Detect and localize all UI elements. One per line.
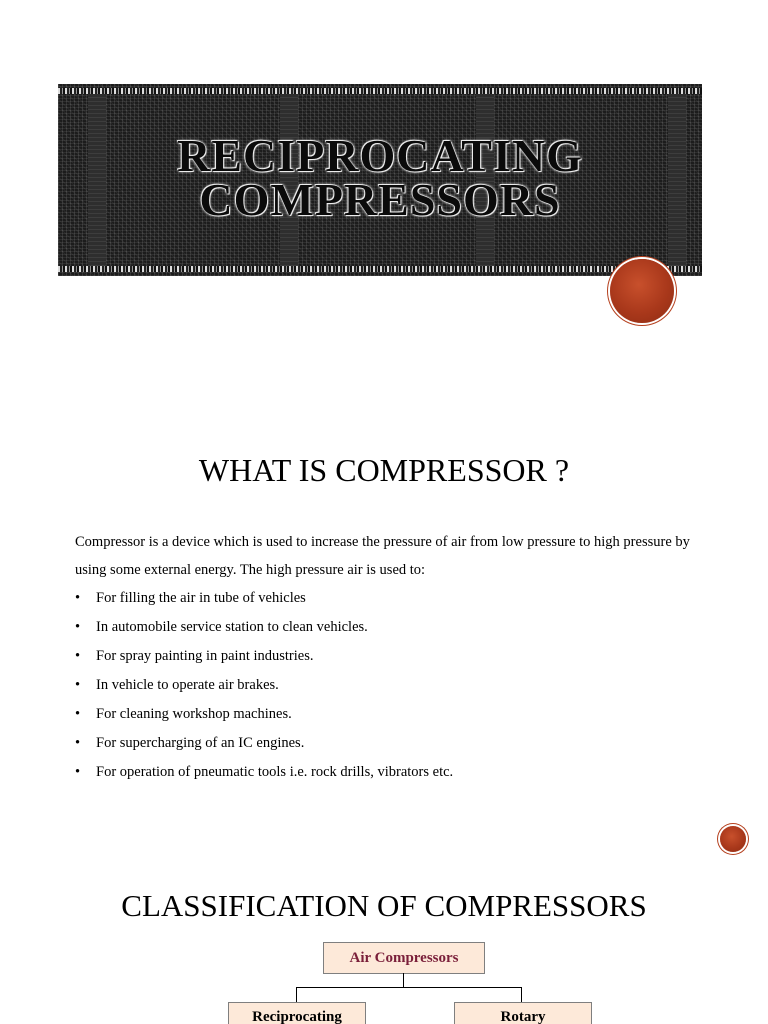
uses-list: [75, 584, 715, 787]
banner-edge-top: [58, 88, 702, 94]
title-line-1: RECIPROCATING: [177, 130, 583, 181]
list-item: [75, 671, 715, 700]
banner-edge-bottom: [58, 266, 702, 272]
diagram-connector: [403, 973, 404, 987]
list-item: [75, 613, 715, 642]
list-item-text: In automobile service station to clean vehicles.: [96, 619, 368, 635]
definition-slide: [0, 392, 768, 852]
list-item-text: For operation of pneumatic tools i.e. rock drills, vibrators etc.: [96, 764, 454, 780]
diagram-connector: [296, 987, 522, 988]
definition-intro: Compressor is a device which is used to increase the pressure of air from low pressure to high pressure by using some external energy. The high pressure air is used to:: [75, 534, 690, 578]
list-item-text: For supercharging of an IC engines.: [96, 735, 305, 751]
diagram-connector: [521, 987, 522, 1002]
list-item: [75, 584, 715, 613]
classification-title: CLASSIFICATION OF COMPRESSORS: [121, 888, 647, 923]
decorative-disc-icon: [610, 259, 674, 323]
bullet-icon: •: [75, 706, 81, 722]
list-item-text: For spray painting in paint industries.: [96, 648, 314, 664]
diagram-connector: [296, 987, 297, 1002]
list-item: [75, 729, 715, 758]
diagram-node-reciprocating: Reciprocating: [228, 1002, 366, 1024]
bullet-icon: •: [75, 590, 81, 606]
bullet-icon: •: [75, 619, 81, 635]
list-item: [75, 758, 715, 787]
list-item-text: For cleaning workshop machines.: [96, 706, 292, 722]
diagram-node-root: Air Compressors: [323, 942, 485, 974]
title-slide: [0, 0, 768, 392]
bullet-icon: •: [75, 764, 81, 780]
title-line-2: COMPRESSORS: [199, 174, 561, 225]
list-item-text: In vehicle to operate air brakes.: [96, 677, 279, 693]
bullet-icon: •: [75, 677, 81, 693]
definition-title: WHAT IS COMPRESSOR ?: [198, 452, 570, 488]
diagram-node-rotary: Rotary: [454, 1002, 592, 1024]
list-item: [75, 700, 715, 729]
list-item-text: For filling the air in tube of vehicles: [96, 590, 306, 606]
classification-slide: [0, 852, 768, 1024]
decorative-disc-icon: [720, 826, 746, 852]
list-item: [75, 642, 715, 671]
bullet-icon: •: [75, 648, 81, 664]
slide-title: [58, 130, 702, 225]
bullet-icon: •: [75, 735, 81, 751]
